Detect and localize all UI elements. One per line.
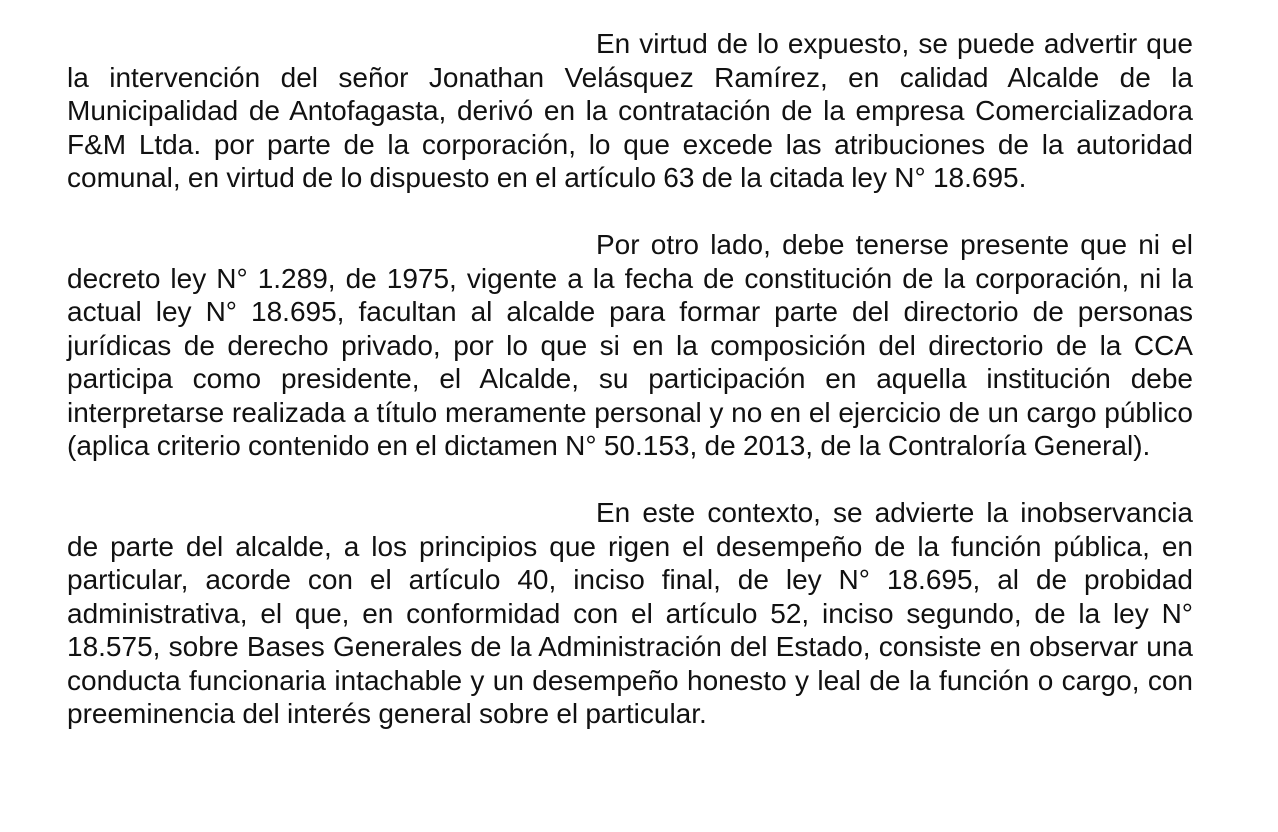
- paragraph-1: En virtud de lo expuesto, se puede advertir que la intervención del señor Jonathan Velásquez Ramírez, en calidad Alcalde de la Municipalidad de Antofagasta, derivó en la contratación de la empresa Comercializadora F&M Ltda. por parte de la corporación, lo que excede las atribuciones de la autoridad comunal, en virtud de lo dispuesto en el artículo 63 de la citada ley N° 18.695.: [67, 28, 1193, 193]
- document-body: [67, 27, 1193, 731]
- paragraph-3: En este contexto, se advierte la inobservancia de parte del alcalde, a los principios que rigen el desempeño de la función pública, en particular, acorde con el artículo 40, inciso final, de ley N° 18.695, al de probidad administrativa, el que, en conformidad con el artículo 52, inciso segundo, de la ley N° 18.575, sobre Bases Generales de la Administración del Estado, consiste en observar una conducta funcionaria intachable y un desempeño honesto y leal de la función o cargo, con preeminencia del interés general sobre el particular.: [67, 497, 1193, 729]
- paragraph-2: Por otro lado, debe tenerse presente que ni el decreto ley N° 1.289, de 1975, vigente a la fecha de constitución de la corporación, ni la actual ley N° 18.695, facultan al alcalde para formar parte del directorio de personas jurídicas de derecho privado, por lo que si en la composición del directorio de la CCA participa como presidente, el Alcalde, su participación en aquella institución debe interpretarse realizada a título meramente personal y no en el ejercicio de un cargo público (aplica criterio contenido en el dictamen N° 50.153, de 2013, de la Contraloría General).: [67, 229, 1193, 461]
